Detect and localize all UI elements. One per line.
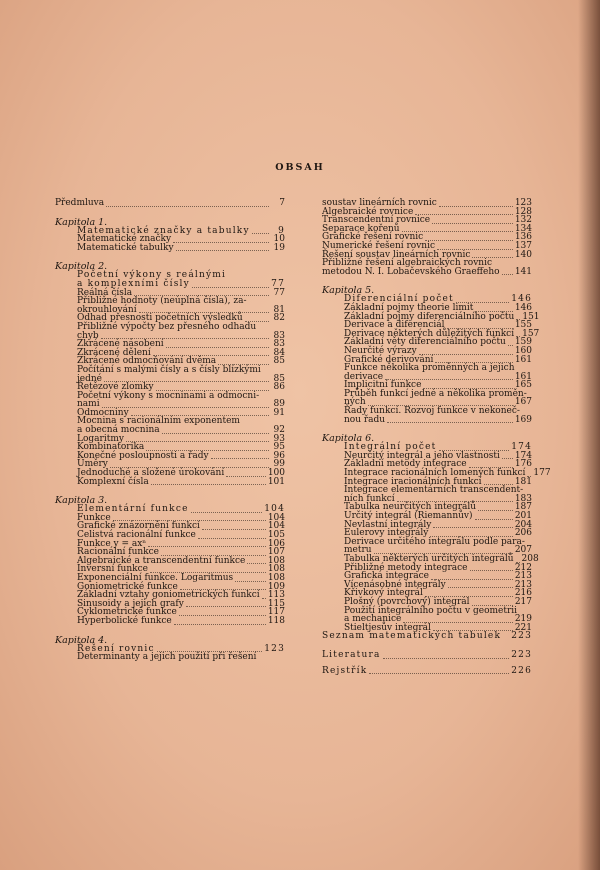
toc-entry-label: Tabulka některých určitých integrálů: [344, 553, 514, 564]
toc-entry-label: Odmocniny: [77, 407, 129, 418]
toc-entry-label: Použití integrálního počtu v geometrii: [344, 605, 518, 616]
toc-page-number: 165: [514, 380, 532, 391]
toc-entry-label: Početní výkony s mocninami a odmocni-: [77, 390, 260, 401]
toc-page-number: 9: [278, 225, 285, 236]
leader-dots: [192, 281, 269, 288]
toc-page-number: 169: [514, 414, 532, 425]
toc-entry-label: Integrace racionálních lomených funkcí: [344, 468, 526, 479]
leader-dots: [235, 575, 266, 582]
toc-right-column: [322, 198, 551, 676]
toc-page-number: 140: [514, 249, 532, 260]
leader-dots: [186, 600, 266, 607]
toc-entry-preface: [55, 199, 285, 208]
toc-page-number: 155: [514, 320, 532, 331]
leader-dots: [126, 435, 269, 442]
leader-dots: [102, 401, 269, 408]
leader-dots: [151, 478, 266, 485]
toc-entry-label: Základní metody integrace: [344, 459, 467, 470]
toc-page-number: 117: [267, 607, 285, 618]
leader-dots: [432, 217, 513, 224]
toc-page-number: 108: [267, 572, 285, 583]
leader-dots: [383, 652, 510, 659]
toc-entry-label: Řady funkcí. Rozvoj funkce v nekoneč-: [344, 406, 520, 417]
leader-dots: [431, 573, 513, 580]
toc-entry: [55, 244, 285, 253]
chapter-4-entries: [55, 645, 285, 662]
toc-entry-label: Křivkový integrál: [344, 588, 423, 599]
toc-page-number: 128: [514, 206, 532, 217]
leader-dots: [470, 564, 513, 571]
toc-entry-label: nou řadu: [344, 414, 386, 425]
toc-page-number: 160: [514, 345, 532, 356]
toc-entry-label: Funkce: [77, 512, 111, 523]
toc-entry-label: Logaritmy: [77, 433, 124, 444]
toc-entry-label: Grafická integrace: [344, 571, 429, 582]
leader-dots: [439, 444, 510, 451]
toc-entry-label: ných: [344, 397, 366, 408]
leader-dots: [198, 532, 266, 539]
chapter-heading: Kapitola 3.: [55, 495, 108, 507]
leader-dots: [226, 470, 266, 477]
toc-page-number: 83: [273, 330, 285, 341]
leader-dots: [150, 566, 266, 573]
chapter-heading: Kapitola 5.: [322, 285, 375, 297]
toc-entry: [322, 416, 532, 425]
toc-entry-label: Eulerovy integrály: [344, 528, 429, 539]
toc-entry-label: Přibližné řešení algebraických rovnic: [322, 258, 493, 269]
leader-dots: [252, 227, 269, 234]
toc-page-number: 174: [511, 442, 532, 453]
toc-page-number: 146: [514, 302, 532, 313]
toc-page-number: 159: [514, 337, 532, 348]
toc-entry-index: [322, 667, 532, 676]
toc-page-number: 86: [273, 382, 285, 393]
leader-dots: [502, 268, 513, 275]
toc-entry-label: Základní pojmy theorie limit: [344, 302, 474, 313]
toc-entry-label: Konečné posloupnosti a řady: [77, 450, 209, 461]
toc-page-number: 167: [514, 397, 532, 408]
toc-page-number: 7: [279, 198, 285, 208]
leader-dots: [191, 506, 263, 513]
chapter-heading: Kapitola 2.: [55, 261, 108, 273]
toc-entry-label: a komplexními čísly: [77, 278, 190, 289]
toc-entry-label: Komplexní čísla: [77, 476, 149, 487]
leader-dots: [508, 339, 513, 346]
toc-page-number: 216: [514, 588, 532, 599]
toc-entry-label: Přibližné hodnoty (neúplná čísla), za-: [77, 296, 247, 307]
leader-dots: [503, 634, 509, 640]
toc-entry-label: Literatura: [322, 649, 381, 660]
toc-page-number: 109: [267, 581, 285, 592]
toc-entry-label: Tabulka neurčitých integrálů: [344, 502, 477, 513]
toc-entry-label: Neurčité výrazy: [344, 345, 417, 356]
toc-page-number: 106: [267, 538, 285, 549]
toc-entry-label: Grafické znázornění funkcí: [77, 521, 200, 532]
leader-dots: [472, 599, 513, 606]
leader-dots: [456, 296, 509, 303]
toc-entry-label: Počítání s malými čísly a s čísly blízkými: [77, 364, 261, 375]
leader-dots: [146, 444, 269, 451]
toc-entry-label: Jednoduché a složené úrokování: [77, 468, 225, 479]
toc-page-number: 91: [273, 407, 285, 418]
toc-entry-label: Integrální počet: [344, 442, 437, 453]
leader-dots: [516, 313, 520, 320]
toc-page-number: 221: [514, 622, 532, 633]
toc-entry-label: Racionální funkce: [77, 547, 160, 558]
toc-entry-label: Reálná čísla: [77, 287, 133, 298]
toc-page-number: 77: [273, 287, 285, 298]
toc-page-number: 176: [514, 459, 532, 470]
leader-dots: [156, 384, 269, 391]
toc-entry-label: Základní vztahy goniometrických funkcí: [77, 590, 260, 601]
toc-entry-tables: [322, 632, 532, 641]
toc-page-number: 226: [511, 665, 532, 676]
leader-dots: [247, 557, 265, 564]
leader-dots: [475, 513, 513, 520]
toc-page-number: 104: [267, 521, 285, 532]
toc-entry-label: Elementární funkce: [77, 504, 189, 515]
toc-entry-label: Determinanty a jejich použití při řešení: [77, 652, 257, 663]
toc-page-number: 89: [273, 399, 285, 410]
toc-entry-label: Plošný (povrchový) integrál: [344, 596, 470, 607]
toc-page-number: 10: [273, 234, 285, 245]
toc-entry-label: jedné: [77, 373, 103, 384]
toc-entry-label: Exponenciální funkce. Logaritmus: [77, 572, 234, 583]
toc-entry-label: Matematické tabulky: [77, 242, 174, 253]
toc-entry-literature: [322, 651, 532, 660]
toc-entry-label: Předmluva: [55, 198, 105, 208]
leader-dots: [527, 470, 531, 477]
leader-dots: [502, 452, 513, 459]
toc-page-number: 183: [514, 493, 532, 504]
leader-dots: [387, 416, 513, 423]
toc-left-column: [55, 199, 285, 662]
leader-dots: [419, 348, 513, 355]
toc-entry-label: soustav lineárních rovnic: [322, 198, 437, 208]
toc-entry-label: Cyklometrické funkce: [77, 607, 177, 618]
toc-entry-label: Goniometrické funkce: [77, 581, 178, 592]
leader-dots: [448, 581, 513, 588]
toc-page-number: 217: [514, 596, 532, 607]
toc-entry-label: Inversní funkce: [77, 564, 148, 575]
toc-page-number: 206: [514, 528, 532, 539]
toc-entry-label: okrouhlování: [77, 304, 137, 315]
toc-entry-label: Určitý integrál (Riemannův): [344, 511, 473, 521]
toc-entry-label: Kombinatorika: [77, 442, 145, 453]
toc-page-number: 134: [514, 223, 532, 234]
toc-page-number: 141: [514, 266, 532, 277]
toc-entry-label: Průběh funkcí jedné a několika proměn-: [344, 388, 527, 399]
toc-page-number: 19: [273, 242, 285, 253]
leader-dots: [425, 234, 513, 241]
toc-entry-label: ních funkcí: [344, 493, 395, 504]
toc-page-number: 115: [267, 598, 285, 609]
toc-page-number: 105: [267, 530, 285, 540]
toc-entry-label: nami: [77, 399, 100, 410]
toc-page-number: 201: [514, 511, 532, 521]
leader-dots: [245, 315, 269, 322]
toc-entry-label: Přibližné metody integrace: [344, 562, 468, 573]
toc-entry-label: Přibližné výpočty bez přesného odhadu: [77, 321, 257, 332]
toc-entry-label: Seznam matematických tabulek: [322, 631, 502, 642]
leader-dots: [437, 243, 513, 250]
toc-entry-label: Derivace určitého integrálu podle para-: [344, 536, 525, 547]
toc-entry-label: Základní pojmy diferenciálního počtu: [344, 311, 515, 322]
leader-dots: [433, 521, 513, 528]
leader-dots: [176, 244, 269, 251]
leader-dots: [469, 461, 513, 468]
toc-entry-label: Algebraické rovnice: [322, 206, 414, 217]
toc-page-number: 174: [514, 450, 532, 461]
toc-entry-label: Transcendentní rovnice: [322, 215, 431, 226]
chapter-heading: Kapitola 1.: [55, 216, 108, 228]
leader-dots: [478, 504, 513, 511]
chapter-6-entries: [322, 442, 551, 633]
toc-entry-label: Implicitní funkce: [344, 380, 422, 391]
toc-entry-label: Hyperbolické funkce: [77, 615, 172, 626]
toc-entry: [55, 653, 285, 662]
leader-dots: [211, 452, 269, 459]
toc-page-number: 212: [514, 562, 532, 573]
toc-page-number: 82: [273, 313, 285, 324]
toc-page-number: 136: [514, 232, 532, 243]
toc-page-number: 219: [514, 614, 532, 625]
toc-entry-label: Úměry: [77, 459, 108, 470]
toc-page-number: 213: [514, 579, 532, 590]
toc-entry-label: Derivace některých důležitých funkcí: [344, 328, 515, 339]
toc-entry-label: metodou N. I. Lobačevského Graeffeho: [322, 266, 500, 277]
chapter-5-entries: [322, 294, 540, 425]
toc-entry-label: Nevlastní integrály: [344, 519, 432, 530]
toc-entry-label: a mechanice: [344, 614, 402, 625]
toc-entry-label: Zkrácené odmocňování dvěma: [77, 356, 217, 367]
toc-entry: [322, 268, 532, 277]
toc-entry-label: Řešení soustav lineárních rovnic: [322, 249, 471, 260]
chapter-heading: Kapitola 4.: [55, 634, 108, 646]
toc-page-number: 204: [514, 519, 532, 530]
toc-page-number: 92: [273, 425, 285, 436]
leader-dots: [403, 616, 512, 623]
chapter-1-entries: [55, 227, 285, 253]
toc-entry-label: Matematické značky: [77, 234, 172, 245]
leader-dots: [369, 667, 509, 674]
leader-dots: [430, 530, 512, 537]
toc-entry-label: derivace: [344, 371, 384, 382]
leader-dots: [475, 305, 512, 312]
toc-page-number: 123: [264, 643, 285, 654]
toc-page-number: 181: [514, 476, 532, 487]
toc-page-number: 107: [267, 547, 285, 558]
toc-entry-label: metru: [344, 545, 372, 556]
toc-page-number: 83: [273, 339, 285, 350]
toc-page-number: 123: [514, 198, 532, 208]
toc-page-number: 85: [273, 373, 285, 384]
toc-entry-label: Numerické řešení rovnic: [322, 240, 436, 251]
leader-dots: [516, 330, 520, 337]
toc-page-number: 101: [267, 476, 285, 487]
toc-entry-label: Sinusoidy a jejich grafy: [77, 598, 184, 609]
chapter-4-continued-entries: [322, 199, 532, 276]
toc-page-number: 84: [273, 347, 285, 358]
toc-page-number: 104: [267, 512, 285, 523]
toc-page-number: 161: [514, 354, 532, 365]
leader-dots: [174, 618, 266, 625]
leader-dots: [173, 236, 269, 243]
leader-dots: [110, 461, 269, 468]
toc-page-number: 187: [514, 502, 532, 513]
toc-entry-label: Celistvá racionální funkce: [77, 530, 196, 540]
toc-entry-label: a obecná mocnina: [77, 425, 160, 436]
toc-page-number: 223: [511, 631, 532, 642]
toc-page-number: 93: [273, 433, 285, 444]
leader-dots: [262, 592, 266, 599]
toc-entry-label: Stieltjesův integrál: [344, 622, 431, 633]
toc-entry-label: Funkce y = axⁿ: [77, 538, 147, 549]
toc-page-number: 108: [267, 555, 285, 566]
leader-dots: [106, 200, 269, 207]
page-title: OBSAH: [275, 162, 325, 173]
leader-dots: [161, 549, 266, 556]
toc-entry-label: Algebraické a transcendentní funkce: [77, 555, 246, 566]
toc-entry-label: Separace kořenů: [322, 223, 400, 234]
toc-page-number: 85: [273, 356, 285, 367]
toc-page-number: 77: [271, 278, 285, 289]
leader-dots: [516, 556, 520, 563]
leader-dots: [423, 382, 512, 389]
toc-entry-label: Funkce několika proměnných a jejich: [344, 363, 515, 374]
toc-entry-label: Neurčitý integrál a jeho vlastnosti: [344, 450, 500, 461]
leader-dots: [218, 358, 269, 365]
leader-dots: [166, 341, 269, 348]
leader-dots: [368, 399, 513, 406]
chapter-heading: Kapitola 6.: [322, 433, 375, 445]
toc-entry-label: Diferenciální počet: [344, 294, 454, 305]
toc-page-number: 118: [267, 615, 285, 626]
toc-page-number: 108: [267, 564, 285, 575]
toc-page-number: 104: [264, 504, 285, 515]
toc-page-number: 113: [267, 590, 285, 601]
toc-page-number: 96: [273, 450, 285, 461]
toc-entry-label: Početní výkony s reálnými: [77, 270, 227, 281]
toc-entry-label: Grafické derivování: [344, 354, 434, 365]
toc-entry-label: Matematické značky a tabulky: [77, 225, 250, 236]
toc-entry-label: Odhad přesnosti početních výsledků: [77, 313, 243, 324]
leader-dots: [425, 590, 513, 597]
toc-entry-label: Rejstřík: [322, 665, 368, 676]
toc-page-number: 100: [267, 468, 285, 479]
toc-page-number: 207: [514, 545, 532, 556]
toc-page-number: 132: [514, 215, 532, 226]
toc-entry-label: Zkrácené dělení: [77, 347, 151, 358]
leader-dots: [439, 200, 513, 207]
page-edge-shadow: [578, 0, 600, 870]
chapter-3-entries: [55, 505, 285, 625]
leader-dots: [162, 427, 269, 434]
toc-entry-label: Grafické řešení rovnic: [322, 232, 424, 243]
chapter-2-entries: [55, 271, 285, 486]
leader-dots: [179, 609, 266, 616]
toc-entry-label: Derivace a diferenciál: [344, 320, 445, 331]
leader-dots: [374, 547, 513, 554]
toc-page-number: 81: [273, 304, 285, 315]
toc-page-number: 208: [521, 553, 539, 564]
toc-page-number: 151: [522, 311, 540, 322]
toc-page-number: 161: [514, 371, 532, 382]
toc-page-number: 137: [514, 240, 532, 251]
toc-entry-label: Zkrácené násobení: [77, 339, 164, 350]
leader-dots: [148, 540, 266, 547]
toc-page-number: 213: [514, 571, 532, 582]
toc-page-number: 223: [511, 649, 532, 660]
toc-entry-label: chyb: [77, 330, 99, 341]
toc-entry-label: Integrace iracionálních funkcí: [344, 476, 482, 487]
toc-entry: [55, 478, 285, 487]
leader-dots: [202, 523, 266, 530]
toc-entry-label: Integrace elementárních transcendent-: [344, 485, 524, 496]
toc-entry-label: Základní věty diferenciálního počtu: [344, 337, 506, 348]
toc-entry-label: Řetězové zlomky: [77, 382, 154, 393]
toc-page-number: 95: [273, 442, 285, 453]
toc-page-number: 99: [273, 459, 285, 470]
toc-entry-label: Vícenásobné integrály: [344, 579, 446, 590]
toc-entry: [55, 617, 285, 626]
toc-page-number: 157: [522, 328, 540, 339]
toc-entry-label: Mocnina s racionálním exponentem: [77, 416, 240, 427]
toc-page-number: 146: [511, 294, 532, 305]
toc-page-number: 177: [533, 468, 551, 479]
leader-dots: [447, 322, 513, 329]
toc-entry-label: Řešení rovnic: [77, 643, 155, 654]
